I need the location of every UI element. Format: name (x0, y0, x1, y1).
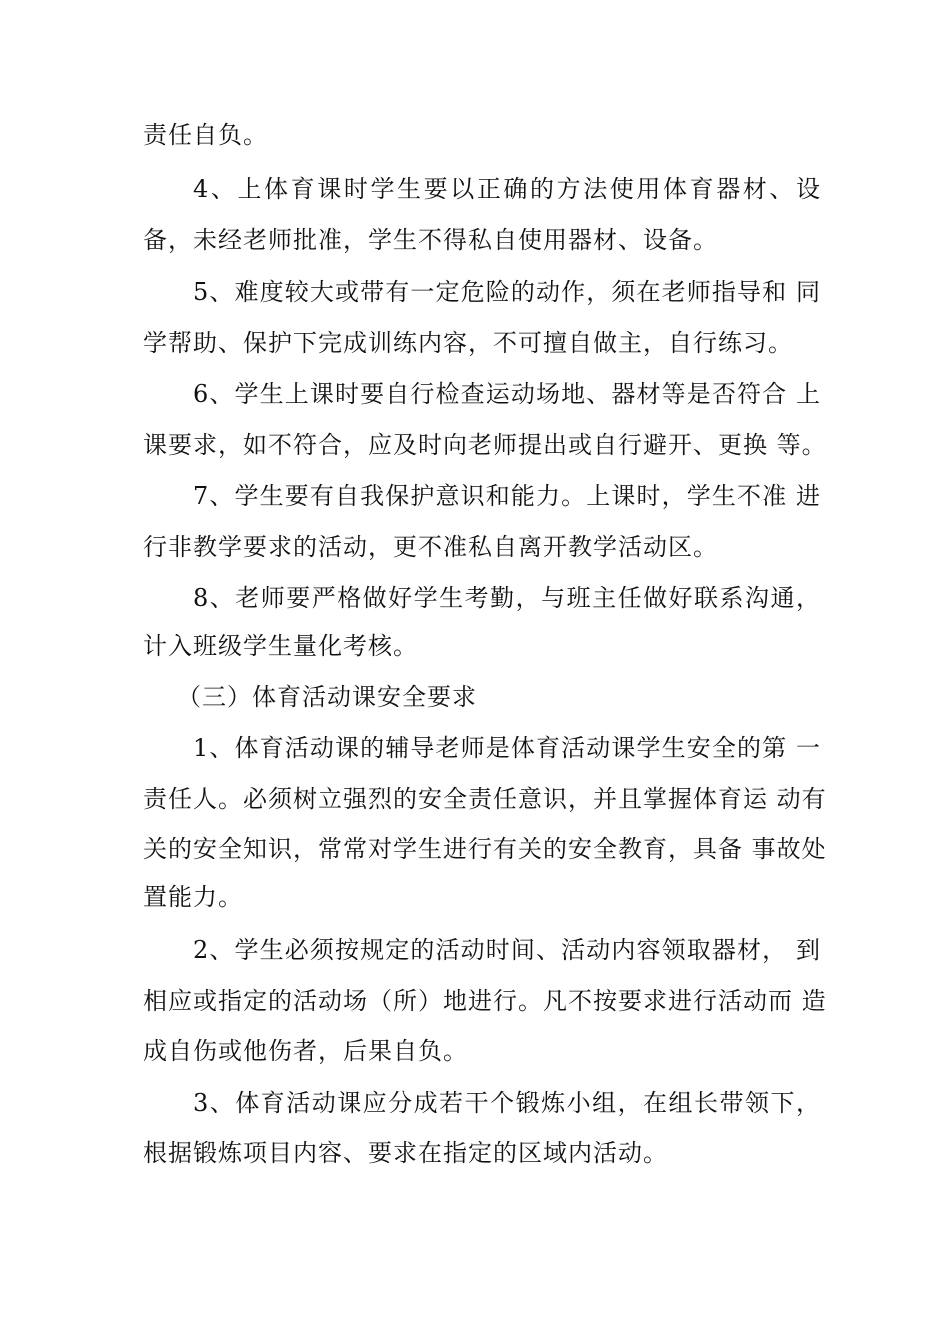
text-line: 课要求，如不符合，应及时向老师提出或自行避开、更换 等。 (143, 431, 827, 459)
text-line: 行非教学要求的活动，更不准私自离开教学活动区。 (143, 533, 718, 561)
text-line: 8、老师要严格做好学生考勤，与班主任做好联系沟通， (193, 584, 821, 612)
text-line: 成自伤或他伤者，后果自负。 (143, 1037, 468, 1065)
text-line: 置能力。 (143, 883, 243, 911)
text-line: 4、上体育课时学生要以正确的方法使用体育器材、设 (193, 175, 821, 203)
text-line: 7、学生要有自我保护意识和能力。上课时，学生不准 进 (193, 482, 821, 510)
text-line: 3、体育活动课应分成若干个锻炼小组，在组长带领下， (193, 1089, 821, 1117)
text-line: 计入班级学生量化考核。 (143, 632, 418, 660)
text-line: 1、体育活动课的辅导老师是体育活动课学生安全的第 一 (193, 734, 821, 762)
text-line: 相应或指定的活动场（所）地进行。凡不按要求进行活动而 造 (143, 987, 827, 1015)
text-line: 根据锻炼项目内容、要求在指定的区域内活动。 (143, 1139, 668, 1167)
text-line: 责任自负。 (143, 121, 268, 149)
text-line: 学帮助、保护下完成训练内容，不可擅自做主，自行练习。 (143, 329, 793, 357)
text-line: 5、难度较大或带有一定危险的动作，须在老师指导和 同 (193, 278, 821, 306)
text-line: 关的安全知识，常常对学生进行有关的安全教育，具备 事故处 (143, 835, 827, 863)
text-line: 备，未经老师批准，学生不得私自使用器材、设备。 (143, 226, 718, 254)
text-line: 2、学生必须按规定的活动时间、活动内容领取器材， 到 (193, 936, 821, 964)
text-line: 责任人。必须树立强烈的安全责任意识，并且掌握体育运 动有 (143, 785, 827, 813)
text-line: 6、学生上课时要自行检查运动场地、器材等是否符合 上 (193, 380, 821, 408)
section-heading: （三）体育活动课安全要求 (177, 683, 477, 711)
